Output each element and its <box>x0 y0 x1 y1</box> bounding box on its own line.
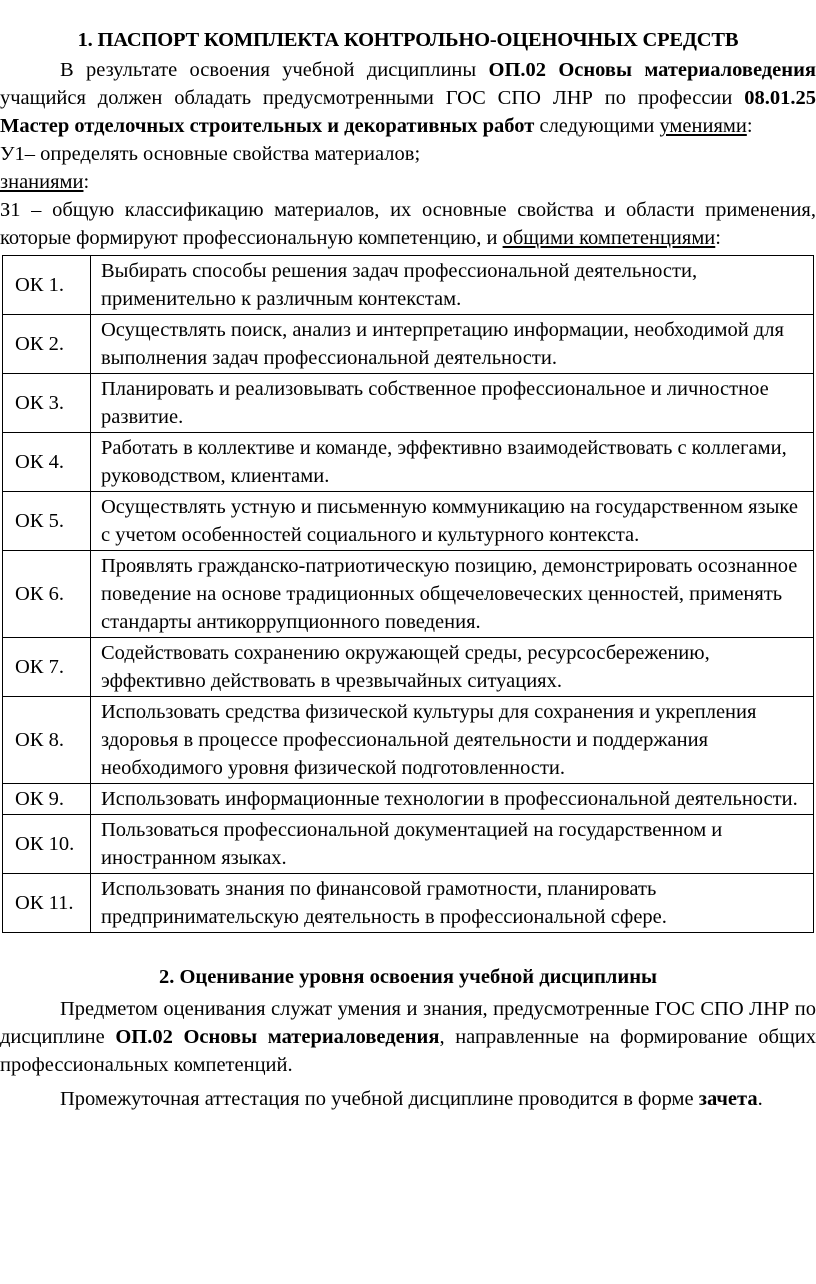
assessment-subject-paragraph <box>0 995 816 1079</box>
competency-code: ОК 5. <box>3 492 91 551</box>
general-competencies-word: общими компетенциями <box>502 227 716 249</box>
competency-description: Использовать знания по финансовой грамотности, планировать предпринимательскую деятельность в профессиональной сфере. <box>91 874 814 933</box>
competency-code: ОК 9. <box>3 784 91 815</box>
competency-description: Выбирать способы решения задач профессиональной деятельности, применительно к различным контекстам. <box>91 256 814 315</box>
intro-text-3: следующими <box>534 115 660 137</box>
competency-description: Использовать средства физической культуры для сохранения и укрепления здоровья в процессе профессиональной деятельности и поддержания необходимого уровня физической подготовленности. <box>91 697 814 784</box>
assessment-text-1: Предметом оценивания служат умения и знания, предусмотренные ГОС СПО ЛНР по дисциплине <box>0 998 816 1048</box>
competency-row <box>3 697 814 784</box>
skills-word: умениями <box>659 115 747 137</box>
assessment-discipline-name: ОП.02 Основы материаловедения <box>115 1026 440 1048</box>
competencies-table <box>2 255 814 933</box>
competency-description: Осуществлять устную и письменную коммуникацию на государственном языке с учетом особенностей социального и культурного контекста. <box>91 492 814 551</box>
profession-name: 08.01.25 Мастер отделочных строительных и декоративных работ <box>0 87 816 137</box>
competency-row <box>3 374 814 433</box>
competency-row <box>3 551 814 638</box>
competency-code: ОК 1. <box>3 256 91 315</box>
competency-description: Работать в коллективе и команде, эффективно взаимодействовать с коллегами, руководством, клиентами. <box>91 433 814 492</box>
section-1-title: 1. ПАСПОРТ КОМПЛЕКТА КОНТРОЛЬНО-ОЦЕНОЧНЫХ СРЕДСТВ <box>77 29 739 51</box>
competencies-table-body <box>3 256 814 933</box>
competency-description: Пользоваться профессиональной документацией на государственном и иностранном языках. <box>91 815 814 874</box>
certification-paragraph <box>0 1085 816 1113</box>
competency-code: ОК 2. <box>3 315 91 374</box>
knowledge-z1-text: З1 – общую классификацию материалов, их основные свойства и области применения, которые формируют профессиональную компетенцию, и <box>0 199 816 249</box>
knowledge-z1 <box>0 196 816 252</box>
competency-code: ОК 6. <box>3 551 91 638</box>
competency-code: ОК 10. <box>3 815 91 874</box>
competency-code: ОК 4. <box>3 433 91 492</box>
competency-row <box>3 784 814 815</box>
general-colon: : <box>715 227 721 249</box>
competency-row <box>3 815 814 874</box>
competency-code: ОК 11. <box>3 874 91 933</box>
competency-row <box>3 315 814 374</box>
discipline-name: ОП.02 Основы материаловедения <box>488 59 816 81</box>
certification-text-1: Промежуточная аттестация по учебной дисциплине проводится в форме <box>60 1088 699 1110</box>
certification-form: зачета <box>698 1088 758 1110</box>
competency-description: Осуществлять поиск, анализ и интерпретацию информации, необходимой для выполнения задач профессиональной деятельности. <box>91 315 814 374</box>
competency-code: ОК 3. <box>3 374 91 433</box>
competency-description: Планировать и реализовывать собственное профессиональное и личностное развитие. <box>91 374 814 433</box>
intro-text-1: В результате освоения учебной дисциплины <box>60 59 489 81</box>
intro-paragraph <box>0 56 816 140</box>
knowledge-label-line <box>0 168 816 196</box>
competency-code: ОК 8. <box>3 697 91 784</box>
competency-description: Проявлять гражданско-патриотическую позицию, демонстрировать осознанное поведение на основе традиционных общечеловеческих ценностей, применять стандарты антикоррупционного поведения. <box>91 551 814 638</box>
competency-row <box>3 874 814 933</box>
competency-row <box>3 492 814 551</box>
intro-text-2: учащийся должен обладать предусмотренными ГОС СПО ЛНР по профессии <box>0 87 745 109</box>
knowledge-word: знаниями <box>0 171 84 193</box>
competency-description: Содействовать сохранению окружающей среды, ресурсосбережению, эффективно действовать в чрезвычайных ситуациях. <box>91 638 814 697</box>
skill-u1: У1– определять основные свойства материалов; <box>0 143 421 165</box>
knowledge-colon: : <box>83 171 90 193</box>
competency-code: ОК 7. <box>3 638 91 697</box>
assessment-text-2: , направленные на формирование общих профессиональных компетенций. <box>0 1026 816 1076</box>
intro-colon: : <box>746 115 753 137</box>
competency-description: Использовать информационные технологии в профессиональной деятельности. <box>91 784 814 815</box>
section-2-title: 2. Оценивание уровня освоения учебной дисциплины <box>158 966 658 988</box>
competency-row <box>3 638 814 697</box>
certification-text-2: . <box>757 1088 763 1110</box>
competency-row <box>3 256 814 315</box>
document-page <box>0 26 816 1113</box>
competency-row <box>3 433 814 492</box>
